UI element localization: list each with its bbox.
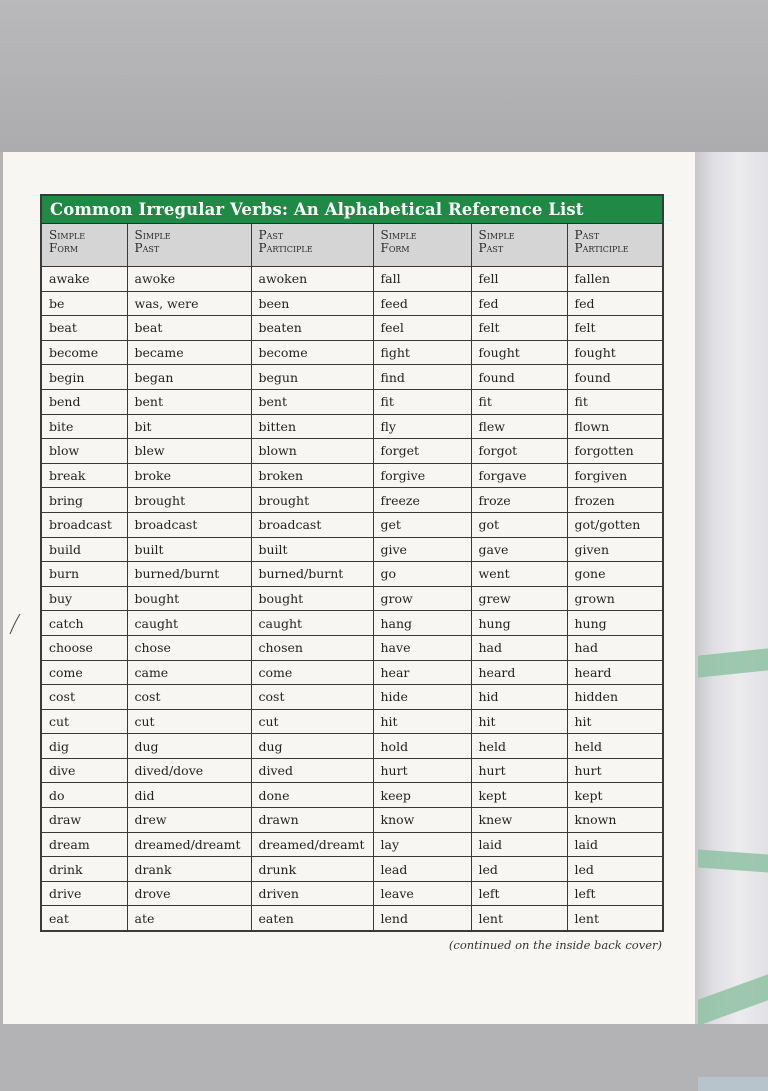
table-cell: drive — [41, 881, 127, 906]
table-cell: built — [127, 537, 251, 562]
table-cell: do — [41, 783, 127, 808]
table-cell: forgot — [471, 439, 567, 464]
table-cell: brought — [127, 488, 251, 513]
table-cell: lent — [567, 906, 663, 931]
table-cell: cut — [41, 709, 127, 734]
table-cell: fought — [471, 340, 567, 365]
table-cell: fly — [373, 414, 471, 439]
table-row — [41, 758, 663, 783]
table-cell: frozen — [567, 488, 663, 513]
column-header-line: Past — [478, 241, 504, 255]
table-cell: fell — [471, 267, 567, 292]
column-header — [373, 224, 471, 267]
table-cell: hit — [471, 709, 567, 734]
table-cell: heard — [567, 660, 663, 685]
column-header-line: Form — [49, 241, 79, 255]
table-cell: hear — [373, 660, 471, 685]
table-cell: broadcast — [251, 512, 373, 537]
table-cell: chose — [127, 635, 251, 660]
table-cell: come — [251, 660, 373, 685]
table-row — [41, 340, 663, 365]
table-cell: forgotten — [567, 439, 663, 464]
table-cell: got — [471, 512, 567, 537]
irregular-verbs-table — [40, 194, 664, 932]
table-cell: left — [567, 881, 663, 906]
table-cell: came — [127, 660, 251, 685]
table-cell: build — [41, 537, 127, 562]
column-header-line: Simple — [380, 228, 417, 242]
table-cell: built — [251, 537, 373, 562]
table-cell: break — [41, 463, 127, 488]
table-row — [41, 906, 663, 931]
table-row — [41, 857, 663, 882]
table-cell: fit — [373, 389, 471, 414]
table-cell: be — [41, 291, 127, 316]
table-cell: brought — [251, 488, 373, 513]
table-cell: fall — [373, 267, 471, 292]
table-cell: go — [373, 562, 471, 587]
table-cell: felt — [567, 316, 663, 341]
table-cell: hid — [471, 685, 567, 710]
table-cell: catch — [41, 611, 127, 636]
table-row — [41, 488, 663, 513]
column-header-line: Past — [134, 241, 160, 255]
column-header-line: Form — [380, 241, 410, 255]
table-cell: buy — [41, 586, 127, 611]
table-cell: keep — [373, 783, 471, 808]
table-cell: given — [567, 537, 663, 562]
table-cell: bought — [251, 586, 373, 611]
continuation-note: (continued on the inside back cover) — [448, 938, 662, 952]
decorative-stripe — [698, 974, 768, 1025]
table-row — [41, 660, 663, 685]
table-cell: beaten — [251, 316, 373, 341]
table-cell: held — [471, 734, 567, 759]
column-header-line: Simple — [134, 228, 171, 242]
table-row — [41, 734, 663, 759]
table-body — [41, 267, 663, 932]
table-cell: choose — [41, 635, 127, 660]
table-cell: led — [567, 857, 663, 882]
table-cell: eaten — [251, 906, 373, 931]
table-cell: bring — [41, 488, 127, 513]
table-row — [41, 783, 663, 808]
table-cell: had — [567, 635, 663, 660]
table-cell: hit — [567, 709, 663, 734]
table-cell: laid — [567, 832, 663, 857]
decorative-stripe — [698, 850, 768, 873]
table-cell: burned/burnt — [251, 562, 373, 587]
table-cell: broadcast — [41, 512, 127, 537]
column-header-line: Past — [574, 228, 600, 242]
table-cell: fought — [567, 340, 663, 365]
table-cell: find — [373, 365, 471, 390]
table-cell: dig — [41, 734, 127, 759]
table-cell: bought — [127, 586, 251, 611]
table-cell: forget — [373, 439, 471, 464]
table-row — [41, 635, 663, 660]
table-row — [41, 316, 663, 341]
table-cell: grown — [567, 586, 663, 611]
table-cell: gave — [471, 537, 567, 562]
table-cell: fed — [567, 291, 663, 316]
column-header-line: Participle — [574, 241, 629, 255]
table-cell: cost — [251, 685, 373, 710]
table-row — [41, 808, 663, 833]
table-cell: bend — [41, 389, 127, 414]
table-cell: dug — [127, 734, 251, 759]
table-cell: dived/dove — [127, 758, 251, 783]
table-cell: bitten — [251, 414, 373, 439]
table-cell: bent — [251, 389, 373, 414]
column-header — [127, 224, 251, 267]
table-cell: grew — [471, 586, 567, 611]
table-cell: hung — [471, 611, 567, 636]
table-row — [41, 709, 663, 734]
table-cell: driven — [251, 881, 373, 906]
table-cell: fed — [471, 291, 567, 316]
table-cell: went — [471, 562, 567, 587]
table-cell: feel — [373, 316, 471, 341]
table-cell: broke — [127, 463, 251, 488]
table-cell: lent — [471, 906, 567, 931]
table-cell: dream — [41, 832, 127, 857]
table-cell: become — [41, 340, 127, 365]
table-cell: eat — [41, 906, 127, 931]
table-title-row — [41, 195, 663, 224]
table-cell: cost — [127, 685, 251, 710]
table-cell: bit — [127, 414, 251, 439]
table-cell: feed — [373, 291, 471, 316]
table-cell: lead — [373, 857, 471, 882]
table-cell: cost — [41, 685, 127, 710]
table-cell: led — [471, 857, 567, 882]
table-cell: fit — [567, 389, 663, 414]
table-cell: forgiven — [567, 463, 663, 488]
table-cell: ate — [127, 906, 251, 931]
table-cell: blown — [251, 439, 373, 464]
table-row — [41, 389, 663, 414]
table-cell: cut — [127, 709, 251, 734]
column-header — [41, 224, 127, 267]
table-cell: blow — [41, 439, 127, 464]
table-row — [41, 685, 663, 710]
table-cell: drove — [127, 881, 251, 906]
table-cell: became — [127, 340, 251, 365]
table-cell: hit — [373, 709, 471, 734]
column-header-line: Past — [258, 228, 284, 242]
table-cell: hurt — [373, 758, 471, 783]
table-cell: drew — [127, 808, 251, 833]
table-cell: broken — [251, 463, 373, 488]
table-cell: was, were — [127, 291, 251, 316]
table-cell: been — [251, 291, 373, 316]
table-cell: hang — [373, 611, 471, 636]
table-cell: forgave — [471, 463, 567, 488]
table-cell: beat — [127, 316, 251, 341]
table-cell: blew — [127, 439, 251, 464]
table-cell: drunk — [251, 857, 373, 882]
table-cell: come — [41, 660, 127, 685]
table-cell: held — [567, 734, 663, 759]
table-cell: beat — [41, 316, 127, 341]
table-cell: gone — [567, 562, 663, 587]
table-cell: kept — [567, 783, 663, 808]
table-cell: cut — [251, 709, 373, 734]
table-row — [41, 537, 663, 562]
table-cell: know — [373, 808, 471, 833]
table-cell: done — [251, 783, 373, 808]
table-cell: hung — [567, 611, 663, 636]
table-row — [41, 267, 663, 292]
column-header-line: Simple — [49, 228, 86, 242]
table-cell: have — [373, 635, 471, 660]
table-cell: hurt — [471, 758, 567, 783]
table-cell: broadcast — [127, 512, 251, 537]
column-header-line: Participle — [258, 241, 313, 255]
table-cell: known — [567, 808, 663, 833]
table-title: Common Irregular Verbs: An Alphabetical Reference List — [41, 195, 663, 224]
column-header — [567, 224, 663, 267]
table-cell: did — [127, 783, 251, 808]
table-cell: hidden — [567, 685, 663, 710]
column-header-line: Simple — [478, 228, 515, 242]
table-cell: fallen — [567, 267, 663, 292]
decorative-stripe — [698, 648, 768, 677]
table-cell: grow — [373, 586, 471, 611]
table-row — [41, 291, 663, 316]
table-cell: dive — [41, 758, 127, 783]
table-row — [41, 832, 663, 857]
table-cell: burned/burnt — [127, 562, 251, 587]
table-row — [41, 439, 663, 464]
table-cell: heard — [471, 660, 567, 685]
table-cell: lend — [373, 906, 471, 931]
table-cell: knew — [471, 808, 567, 833]
table-cell: begun — [251, 365, 373, 390]
table-cell: drink — [41, 857, 127, 882]
table-cell: kept — [471, 783, 567, 808]
table-cell: dreamed/dreamt — [127, 832, 251, 857]
table-cell: flew — [471, 414, 567, 439]
table-cell: drank — [127, 857, 251, 882]
table-cell: hide — [373, 685, 471, 710]
table-cell: chosen — [251, 635, 373, 660]
table-cell: got/gotten — [567, 512, 663, 537]
pen-mark-icon — [8, 612, 22, 636]
table-cell: caught — [251, 611, 373, 636]
table-row — [41, 414, 663, 439]
table-header-row — [41, 224, 663, 267]
table-row — [41, 562, 663, 587]
table-row — [41, 881, 663, 906]
table-cell: found — [567, 365, 663, 390]
column-header — [251, 224, 373, 267]
table-row — [41, 512, 663, 537]
table-cell: get — [373, 512, 471, 537]
table-cell: forgive — [373, 463, 471, 488]
table-cell: awake — [41, 267, 127, 292]
table-cell: had — [471, 635, 567, 660]
table-cell: dug — [251, 734, 373, 759]
table-cell: drawn — [251, 808, 373, 833]
table-cell: dreamed/dreamt — [251, 832, 373, 857]
table-cell: hurt — [567, 758, 663, 783]
table-cell: dived — [251, 758, 373, 783]
table-cell: become — [251, 340, 373, 365]
background-top — [0, 0, 768, 152]
table-cell: burn — [41, 562, 127, 587]
book-spine — [695, 152, 768, 1024]
table-row — [41, 365, 663, 390]
table-cell: fit — [471, 389, 567, 414]
table-cell: froze — [471, 488, 567, 513]
table-cell: found — [471, 365, 567, 390]
table-row — [41, 586, 663, 611]
table-cell: leave — [373, 881, 471, 906]
table-cell: lay — [373, 832, 471, 857]
table-cell: flown — [567, 414, 663, 439]
table-cell: awoke — [127, 267, 251, 292]
table-cell: freeze — [373, 488, 471, 513]
table-cell: give — [373, 537, 471, 562]
table-cell: began — [127, 365, 251, 390]
table-cell: draw — [41, 808, 127, 833]
table-cell: begin — [41, 365, 127, 390]
table-cell: awoken — [251, 267, 373, 292]
table-cell: left — [471, 881, 567, 906]
table-cell: hold — [373, 734, 471, 759]
table-row — [41, 611, 663, 636]
table-cell: caught — [127, 611, 251, 636]
decorative-stripe — [698, 1077, 768, 1091]
table-cell: bent — [127, 389, 251, 414]
table-row — [41, 463, 663, 488]
table-cell: laid — [471, 832, 567, 857]
table-cell: felt — [471, 316, 567, 341]
table-cell: bite — [41, 414, 127, 439]
column-header — [471, 224, 567, 267]
table-cell: fight — [373, 340, 471, 365]
